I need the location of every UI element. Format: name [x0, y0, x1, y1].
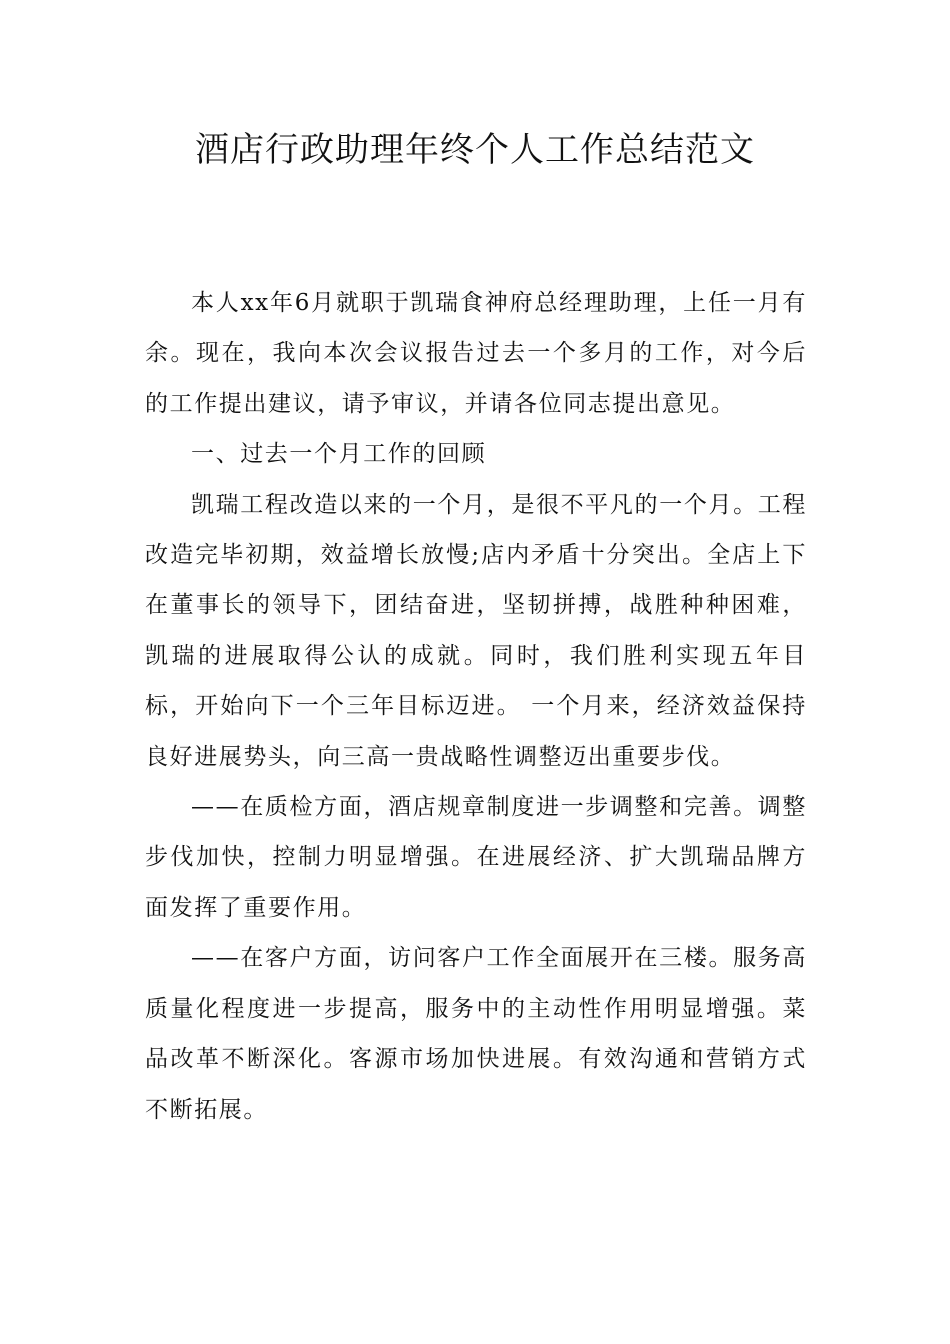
paragraph-quality: ——在质检方面，酒店规章制度进一步调整和完善。调整步伐加快，控制力明显增强。在进展经济、扩大凯瑞品牌方面发挥了重要作用。 [145, 794, 807, 921]
section-heading: 一、过去一个月工作的回顾 [191, 441, 487, 468]
paragraph-intro: 本人xx年6月就职于凯瑞食神府总经理助理，上任一月有余。现在，我向本次会议报告过去一个多月的工作，对今后的工作提出建议，请予审议，并请各位同志提出意见。 [145, 290, 807, 417]
paragraph-review: 凯瑞工程改造以来的一个月，是很不平凡的一个月。工程改造完毕初期，效益增长放慢;店内矛盾十分突出。全店上下在董事长的领导下，团结奋进，坚韧拼搏，战胜种种困难，凯瑞的进展取得公认的成就。同时，我们胜利实现五年目标，开始向下一个三年目标迈进。 一个月来，经济效益保持良好进展势头，向三高一贵战略性调整迈出重要步伐。 [145, 491, 807, 770]
document-title: 酒店行政助理年终个人工作总结范文 [195, 130, 755, 170]
paragraph-customer: ——在客户方面，访问客户工作全面展开在三楼。服务高质量化程度进一步提高，服务中的主动性作用明显增强。菜品改革不断深化。客源市场加快进展。有效沟通和营销方式不断拓展。 [145, 945, 807, 1123]
document-body [145, 278, 807, 1135]
